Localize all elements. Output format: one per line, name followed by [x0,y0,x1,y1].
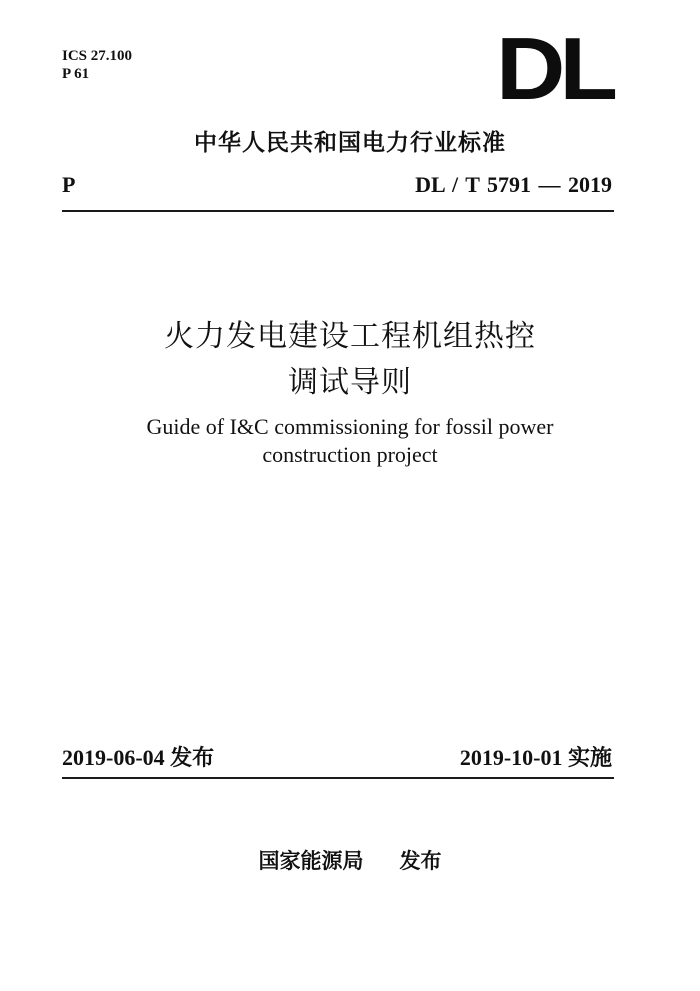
standard-type-title: 中华人民共和国电力行业标准 [194,130,506,156]
dl-logo: DL [496,19,612,119]
publisher-name: 国家能源局 [258,849,364,873]
issue-label: 发布 [170,746,215,771]
english-title-line-1: Guide of I&C commissioning for fossil power [146,414,554,439]
ics-code: ICS 27.100 [62,48,133,64]
standard-code: DL / T 5791 — 2019 [415,172,612,197]
top-divider [62,210,614,212]
english-title-line-2: construction project [262,442,438,467]
publisher-line [0,845,700,875]
publisher-label: 发布 [399,849,442,873]
ccs-code: P 61 [62,66,90,82]
issue-date: 2019-06-04 [62,745,165,770]
issue-date-block [62,741,214,772]
implementation-date-block [460,741,612,772]
implementation-date: 2019-10-01 [459,745,563,770]
category-letter: P [62,172,76,197]
implementation-label: 实施 [567,746,612,771]
bottom-divider [62,777,614,779]
chinese-title-line-2: 调试导则 [288,365,412,400]
classification-codes [62,47,132,83]
chinese-title-line-1: 火力发电建设工程机组热控 [164,319,536,354]
